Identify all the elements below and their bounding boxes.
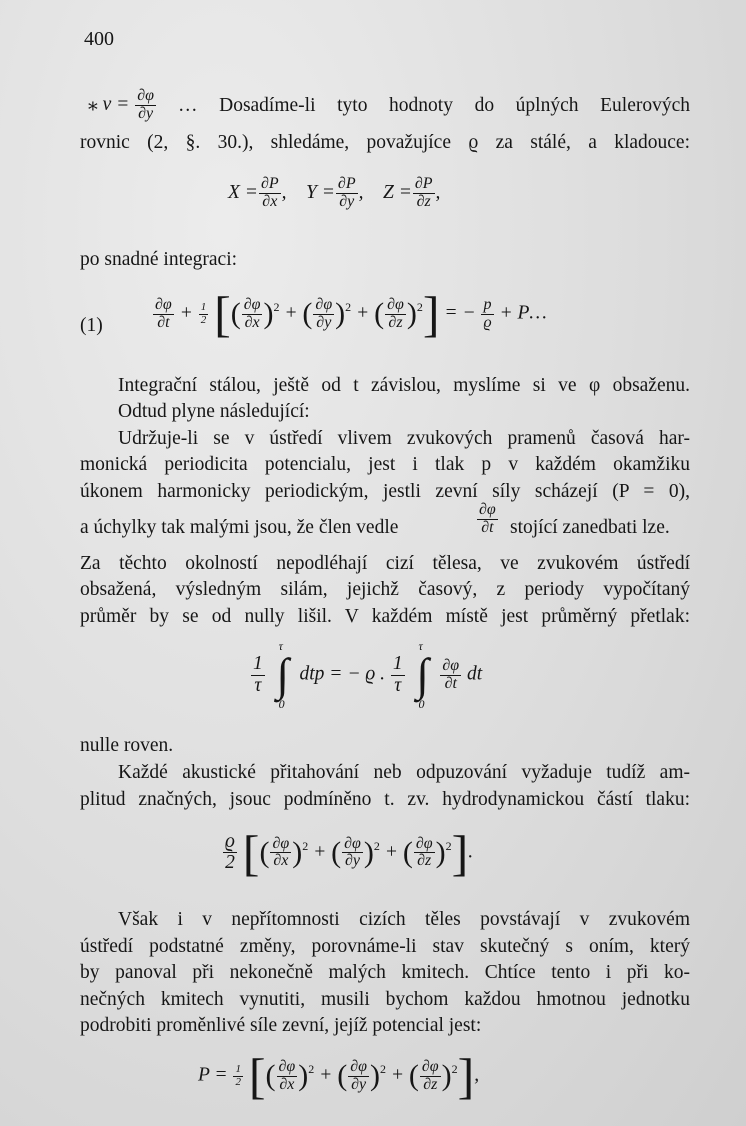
text-line-a2: Udržuje-li se v ústředí vlivem zvukových pramenů časová har- (118, 428, 690, 449)
text-line-1 (88, 88, 157, 123)
text-line-b2: průměr by se od nully lišil. V každém místě jest průměrný přetlak: (80, 606, 690, 627)
fraction-dphi-dt: $\frac{\partial\varphi}{\partial t}$ (479, 501, 496, 536)
text-line-a4: úkonem harmonicky periodickým, jestli zevní síly scházejí (P = 0), (80, 481, 690, 502)
equation-xyz: X = $\frac{\partial P}{\partial x}$ , Y = $\frac{\partial P}{\partial y}$ , Z = $\frac{\partial P}{\partial z}$ , (228, 175, 441, 210)
text-line-a3: monická periodicita potencialu, jest i tlak p v každém okamžiku (80, 454, 690, 475)
text-line-b1: obsažená, výsledným silám, jejichž časový, z periody vypočítaný (80, 579, 690, 600)
equation-rho-half: $\frac{ϱ}{2}$ [( $\frac{\partial\varphi}{\partial x}$ )$^2$ + ( $\frac{\partial\varphi}{\partial y}$ )$^2$ + ( $\frac{\partial\varphi}{\partial z}$ )$^2$]. (225, 824, 474, 881)
text-line-c1: plitud značných, jsouc podmíněno t. zv. hydrodynamickou částí tlaku: (80, 789, 690, 810)
equation-1: $\frac{\partial\varphi}{\partial t}$ + $\frac{1}{2}$ [( $\frac{\partial\varphi}{\partial x}$ )$^2$ + ( $\frac{\partial\varphi}{\partial y}$ )$^2$ + ( $\frac{\partial\varphi}{\partial z}$ )$^2$] = − $\frac{p}{ϱ}$ + P… (155, 286, 547, 342)
page-number: 400 (84, 28, 114, 50)
text-line-b0: Za těchto okolností nepodléhají cizí tělesa, ve zvukovém ústředí (80, 553, 690, 574)
integral-sign-2: ∫ τ 0 (416, 639, 429, 711)
text-line-a0: Integrační stálou, ještě od t závislou, myslíme si ve φ obsaženu. (118, 375, 690, 396)
text-line-c0: Každé akustické přitahování neb odpuzování vyžaduje tudíž am- (118, 762, 690, 783)
fraction-dphi-dy: $\frac{\partial\varphi}{\partial y}$ (137, 87, 154, 122)
text-line-member-b: stojící zanedbati lze. (510, 517, 670, 538)
integral-sign-1: ∫ τ 0 (276, 639, 289, 711)
text-line-member-a: a úchylky tak malými jsou, že člen vedle (80, 517, 399, 538)
text-line-d4: podrobiti proměnlivé síle zevní, jejíž potencial jest: (80, 1015, 482, 1036)
text-line-2: rovnic (2, §. 30.), shledáme, považujíce ϱ za stálé, a kladouce: (80, 132, 690, 153)
text-line-a1: Odtud plyne následující: (118, 401, 310, 422)
equation-label-1: (1) (80, 315, 103, 336)
footnote-star: ⁎ v = (88, 93, 135, 115)
text-line-d1: ústředí podstatné změny, porovnáme-li stav skutečný s oním, který (80, 936, 690, 957)
text-po-snadne: po snadné integraci: (80, 249, 238, 270)
text-line-d2: by panoval při nekonečně malých kmitech. Chtíce tento i při ko- (80, 962, 690, 983)
text-line-d3: nečných kmitech vynutiti, musili bychom každou hmotnou jednotku (80, 989, 690, 1010)
text-nulle-roven: nulle roven. (80, 735, 174, 756)
equation-potential: P = $\frac{1}{2}$ [( $\frac{\partial\varphi}{\partial x}$ )$^2$ + ( $\frac{\partial\varphi}{\partial y}$ )$^2$ + ( $\frac{\partial\varphi}{\partial z}$ )$^2$], (198, 1048, 480, 1104)
text-line-1-rest: … Dosadíme-li tyto hodnoty do úplných Eulerových (178, 95, 690, 116)
equation-integral: $\frac{1}{\tau}$ ∫ τ 0 dtp = − ϱ . $\frac{1}{\tau}$ ∫ τ 0 $\frac{\partial\varphi}{\partial t}$ dt (253, 639, 483, 711)
text-line-d0: Však i v nepřítomnosti cizích těles povstávají v zvukovém (118, 909, 690, 930)
